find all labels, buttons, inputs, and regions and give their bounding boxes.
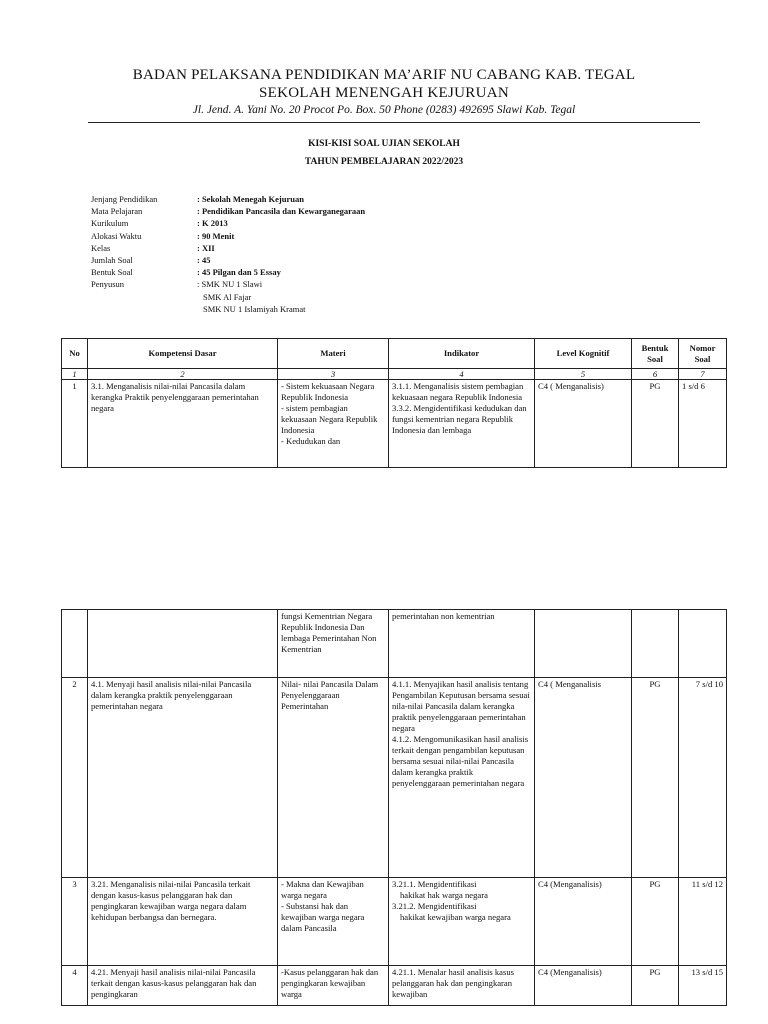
cell-indikator: 3.1.1. Menganalisis sistem pembagian kekuasaan negara Republik Indonesia 3.3.2. Mengidentifikasi kedudukan dan fungsi kementrian negara Republik Indonesia dan lembaga — [389, 380, 535, 468]
info-row — [91, 266, 365, 278]
table-row — [62, 678, 727, 878]
indikator-line: hakikat kewajiban warga negara — [400, 912, 511, 922]
cell-no: 2 — [62, 678, 88, 878]
cell-level — [535, 610, 632, 678]
info-label: Penyusun — [91, 279, 125, 290]
table-row — [62, 610, 727, 678]
cell-nomor: 11 s/d 12 — [679, 878, 727, 966]
cell-indikator: 4.21.1. Menalar hasil analisis kasus pelanggaran hak dan pengingkaran kewajiban — [389, 966, 535, 1006]
col-number: 3 — [278, 369, 389, 380]
table-row — [62, 966, 727, 1006]
info-value: : 90 Menit — [197, 230, 235, 241]
cell-kd — [88, 610, 278, 678]
cell-level: C4 (Menganalisis) — [535, 966, 632, 1006]
col-header-level: Level Kognitif — [535, 339, 632, 369]
document-year: TAHUN PEMBELAJARAN 2022/2023 — [304, 157, 464, 167]
kisi-kisi-table-page2 — [61, 609, 727, 1006]
info-value: : Sekolah Menegah Kejuruan — [197, 194, 304, 204]
info-value: : K 2013 — [197, 218, 228, 229]
col-header-kd: Kompetensi Dasar — [88, 339, 278, 369]
table-header-row — [62, 339, 727, 369]
cell-bentuk: PG — [632, 380, 679, 468]
document-title: KISI-KISI SOAL UJIAN SEKOLAH — [308, 139, 460, 149]
cell-nomor: 1 s/d 6 — [679, 380, 727, 468]
indikator-line: 3.21.2. Mengidentifikasi — [392, 901, 477, 911]
cell-no: 1 — [62, 380, 88, 468]
info-row — [91, 205, 365, 217]
cell-level: C4 ( Menganalisis) — [535, 380, 632, 468]
cell-no — [62, 610, 88, 678]
info-value: : SMK NU 1 Slawi — [197, 279, 263, 290]
indikator-line: hakikat hak warga negara — [400, 890, 488, 900]
col-number: 6 — [632, 369, 679, 380]
col-header-materi: Materi — [278, 339, 389, 369]
cell-materi: -Kasus pelanggaran hak dan pengingkaran kewajiban warga — [278, 966, 389, 1006]
cell-kd: 3.1. Menganalisis nilai-nilai Pancasila dalam kerangka Praktik penyelenggaraan pemerintahan negara — [88, 380, 278, 468]
col-header-no: No — [62, 339, 88, 369]
info-value: : Pendidikan Pancasila dan Kewarganegaraan — [197, 206, 366, 217]
info-row — [91, 193, 365, 205]
info-label: Kurikulum — [91, 218, 129, 229]
table-row — [62, 878, 727, 966]
cell-materi: fungsi Kementrian Negara Republik Indonesia Dan lembaga Pemerintahan Non Kementrian — [278, 610, 389, 678]
table-row — [62, 380, 727, 468]
info-value: : 45 Pilgan dan 5 Essay — [197, 267, 281, 278]
cell-bentuk — [632, 610, 679, 678]
cell-no: 4 — [62, 966, 88, 1006]
indikator-line: 3.21.1. Mengidentifikasi — [392, 879, 477, 889]
info-row — [91, 217, 365, 229]
col-number: 1 — [62, 369, 88, 380]
info-row — [91, 242, 365, 254]
cell-indikator — [389, 878, 535, 966]
info-value: : XII — [197, 242, 215, 253]
org-address: Jl. Jend. A. Yani No. 20 Procot Po. Box. 50 Phone (0283) 492695 Slawi Kab. Tegal — [192, 104, 576, 116]
kisi-kisi-table-page1 — [61, 338, 727, 468]
col-header-bentuk: Bentuk Soal — [632, 339, 679, 369]
col-number: 2 — [88, 369, 278, 380]
letterhead — [0, 66, 768, 116]
cell-level: C4 (Menganalisis) — [535, 878, 632, 966]
cell-kd: 3.21. Menganalisis nilai-nilai Pancasila terkait dengan kasus-kasus pelanggaran hak dan pengingkaran kewajiban warga negara dalam kehidupan berbangsa dan bernegara. — [88, 878, 278, 966]
penyusun-extra: SMK NU 1 Islamiyah Kramat — [203, 303, 306, 314]
cell-materi: - Sistem kekuasaan Negara Republik Indonesia - sistem pembagian kekuasaan Negara Republik Indonesia - Kedudukan dan — [278, 380, 389, 468]
org-name-line1: BADAN PELAKSANA PENDIDIKAN MA’ARIF NU CABANG KAB. TEGAL — [132, 67, 636, 83]
info-label: Mata Pelajaran — [91, 206, 143, 217]
info-label: Jumlah Soal — [91, 255, 133, 266]
cell-kd: 4.21. Menyaji hasil analisis nilai-nilai Pancasila terkait dengan kasus-kasus pelanggaran hak dan pengingkaran — [88, 966, 278, 1006]
info-value: : 45 — [197, 255, 211, 266]
col-header-indikator: Indikator — [389, 339, 535, 369]
header-divider — [88, 122, 700, 123]
cell-indikator: 4.1.1. Menyajikan hasil analisis tentang Pengambilan Keputusan bersama sesuai nila-nilai Pancasila dalam kerangka praktik penyelenggaraan pemerintahan negara 4.1.2. Mengomunikasikan hasil analisis terkait dengan pengambilan keputusan bersama sesuai nilai-nilai Pancasila dalam kerangka praktik penyelenggaraan pemerintahan negara — [389, 678, 535, 878]
cell-kd: 4.1. Menyaji hasil analisis nilai-nilai Pancasila dalam kerangka praktik penyelenggaraan pemerintahan negara — [88, 678, 278, 878]
org-name-line2: SEKOLAH MENENGAH KEJURUAN — [259, 85, 509, 101]
info-row — [91, 230, 365, 242]
cell-bentuk: PG — [632, 678, 679, 878]
info-row — [91, 278, 365, 290]
cell-bentuk: PG — [632, 878, 679, 966]
cell-materi: - Makna dan Kewajiban warga negara - Substansi hak dan kewajiban warga negara dalam Pancasila — [278, 878, 389, 966]
cell-nomor: 13 s/d 15 — [679, 966, 727, 1006]
info-row — [91, 254, 365, 266]
cell-no: 3 — [62, 878, 88, 966]
col-number: 5 — [535, 369, 632, 380]
col-number: 4 — [389, 369, 535, 380]
info-label: Kelas — [91, 242, 111, 253]
cell-materi: Nilai- nilai Pancasila Dalam Penyelenggaraan Pemerintahan — [278, 678, 389, 878]
cell-bentuk: PG — [632, 966, 679, 1006]
info-block — [91, 193, 365, 315]
column-number-row — [62, 369, 727, 380]
info-label: Jenjang Pendidikan — [91, 194, 158, 204]
info-label: Bentuk Soal — [91, 267, 133, 278]
info-label: Alokasi Waktu — [91, 230, 142, 241]
col-header-nomor: Nomor Soal — [679, 339, 727, 369]
penyusun-extra: SMK Al Fajar — [203, 291, 252, 302]
col-number: 7 — [679, 369, 727, 380]
cell-level: C4 ( Menganalisis — [535, 678, 632, 878]
cell-indikator: pemerintahan non kementrian — [389, 610, 535, 678]
cell-nomor: 7 s/d 10 — [679, 678, 727, 878]
cell-nomor — [679, 610, 727, 678]
